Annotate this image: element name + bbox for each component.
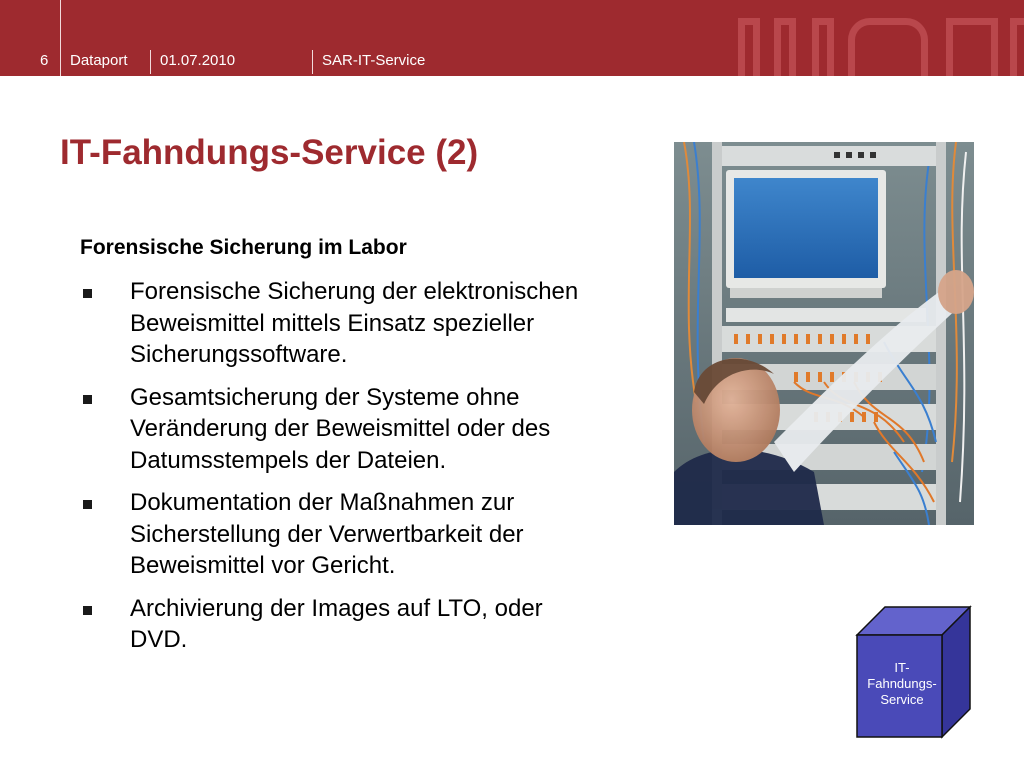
server-rack-photo [674,142,974,525]
square-bullet-icon [83,395,92,404]
list-item [80,593,600,656]
cube-label: IT-Fahndungs-Service [867,660,937,707]
bullet-list [80,276,600,667]
square-bullet-icon [83,500,92,509]
header-divider [312,50,313,74]
square-bullet-icon [83,606,92,615]
bullet-text: Gesamtsicherung der Systeme ohne Veränderung der Beweismittel oder des Datumsstempels der Dateien. [130,383,551,474]
header-divider [60,0,61,76]
organization-name: Dataport [70,52,128,69]
header-divider [150,50,151,74]
bullet-text: Dokumentation der Maßnahmen zur Sicherstellung der Verwertbarkeit der Beweismittel vor Gericht. [130,489,524,579]
square-bullet-icon [83,289,92,298]
bullet-text: Forensische Sicherung der elektronischen Beweismittel mittels Einsatz spezieller Sicherungssoftware. [130,278,579,368]
list-item [80,276,600,371]
list-item [80,487,600,582]
header-bar [0,0,1024,76]
bullet-text: Archivierung der Images auf LTO, oder DVD. [130,594,543,653]
slide-title: IT-Fahndungs-Service (2) [60,133,479,172]
page-number: 6 [40,52,49,69]
list-item [80,382,600,477]
presentation-date: 01.07.2010 [160,52,236,69]
department-name: SAR-IT-Service [322,52,426,69]
section-subheading: Forensische Sicherung im Labor [80,236,407,259]
